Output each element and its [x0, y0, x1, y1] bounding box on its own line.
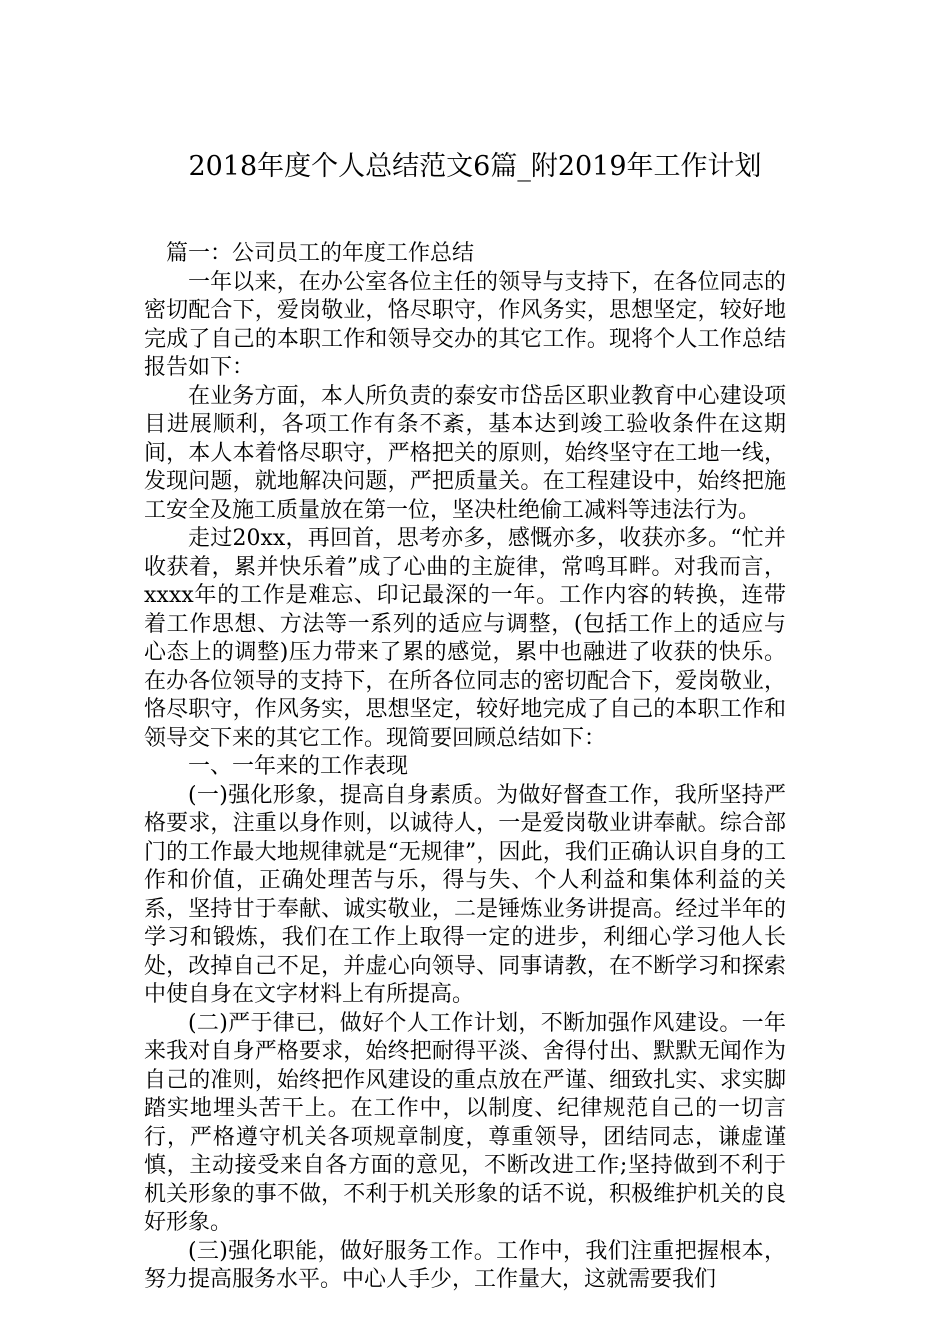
paragraph: (二)严于律已，做好个人工作计划，不断加强作风建设。一年来我对自身严格要求，始终把耐得平淡、舍得付出、默默无闻作为自己的准则，始终把作风建设的重点放在严谨、细致扎实、求实脚踏实地埋头苦干上。在工作中，以制度、纪律规范自己的一切言行，严格遵守机关各项规章制度，尊重领导，团结同志，谦虚谨慎，主动接受来自各方面的意见，不断改进工作;坚持做到不利于机关形象的事不做，不利于机关形象的话不说，积极维护机关的良好形象。 [144, 1010, 786, 1235]
paragraph: (一)强化形象，提高自身素质。为做好督查工作，我所坚持严格要求，注重以身作则，以诚待人，一是爱岗敬业讲奉献。综合部门的工作最大地规律就是“无规律”，因此，我们正确认识自身的工作和价值，正确处理苦与乐，得与失、个人利益和集体利益的关系，坚持甘于奉献、诚实敬业，二是锤炼业务讲提高。经过半年的学习和锻炼，我们在工作上取得一定的进步，利细心学习他人长处，改掉自己不足，并虚心向领导、同事请教，在不断学习和探索中使自身在文字材料上有所提高。 [144, 782, 786, 1007]
section-heading: 篇一：公司员工的年度工作总结 [166, 241, 475, 266]
paragraph: 一年以来，在办公室各位主任的领导与支持下，在各位同志的密切配合下，爱岗敬业，恪尽职守，作风务实，思想坚定，较好地完成了自己的本职工作和领导交办的其它工作。现将个人工作总结报告如下： [144, 269, 786, 380]
paragraph: 走过20xx，再回首，思考亦多，感慨亦多，收获亦多。“忙并收获着，累并快乐着”成了心曲的主旋律，常鸣耳畔。对我而言，xxxx年的工作是难忘、印记最深的一年。工作内容的转换，连带着工作思想、方法等一系列的适应与调整，(包括工作上的适应与心态上的调整)压力带来了累的感觉，累中也融进了收获的快乐。在办各位领导的支持下，在所各位同志的密切配合下，爱岗敬业，恪尽职守，作风务实，思想坚定，较好地完成了自己的本职工作和领导交下来的其它工作。现简要回顾总结如下： [144, 526, 786, 751]
document-body [144, 240, 786, 1295]
subsection-heading: 一、一年来的工作表现 [188, 754, 409, 779]
paragraph: 在业务方面，本人所负责的泰安市岱岳区职业教育中心建设项目进展顺利，各项工作有条不紊，基本达到竣工验收条件在这期间，本人本着恪尽职守，严格把关的原则，始终坚守在工地一线，发现问题，就地解决问题，严把质量关。在工程建设中，始终把施工安全及施工质量放在第一位，坚决杜绝偷工减料等违法行为。 [144, 383, 786, 523]
document-title: 2018年度个人总结范文6篇_附2019年工作计划 [188, 151, 762, 182]
paragraph: (三)强化职能，做好服务工作。工作中，我们注重把握根本，努力提高服务水平。中心人手少，工作量大，这就需要我们 [144, 1238, 786, 1292]
